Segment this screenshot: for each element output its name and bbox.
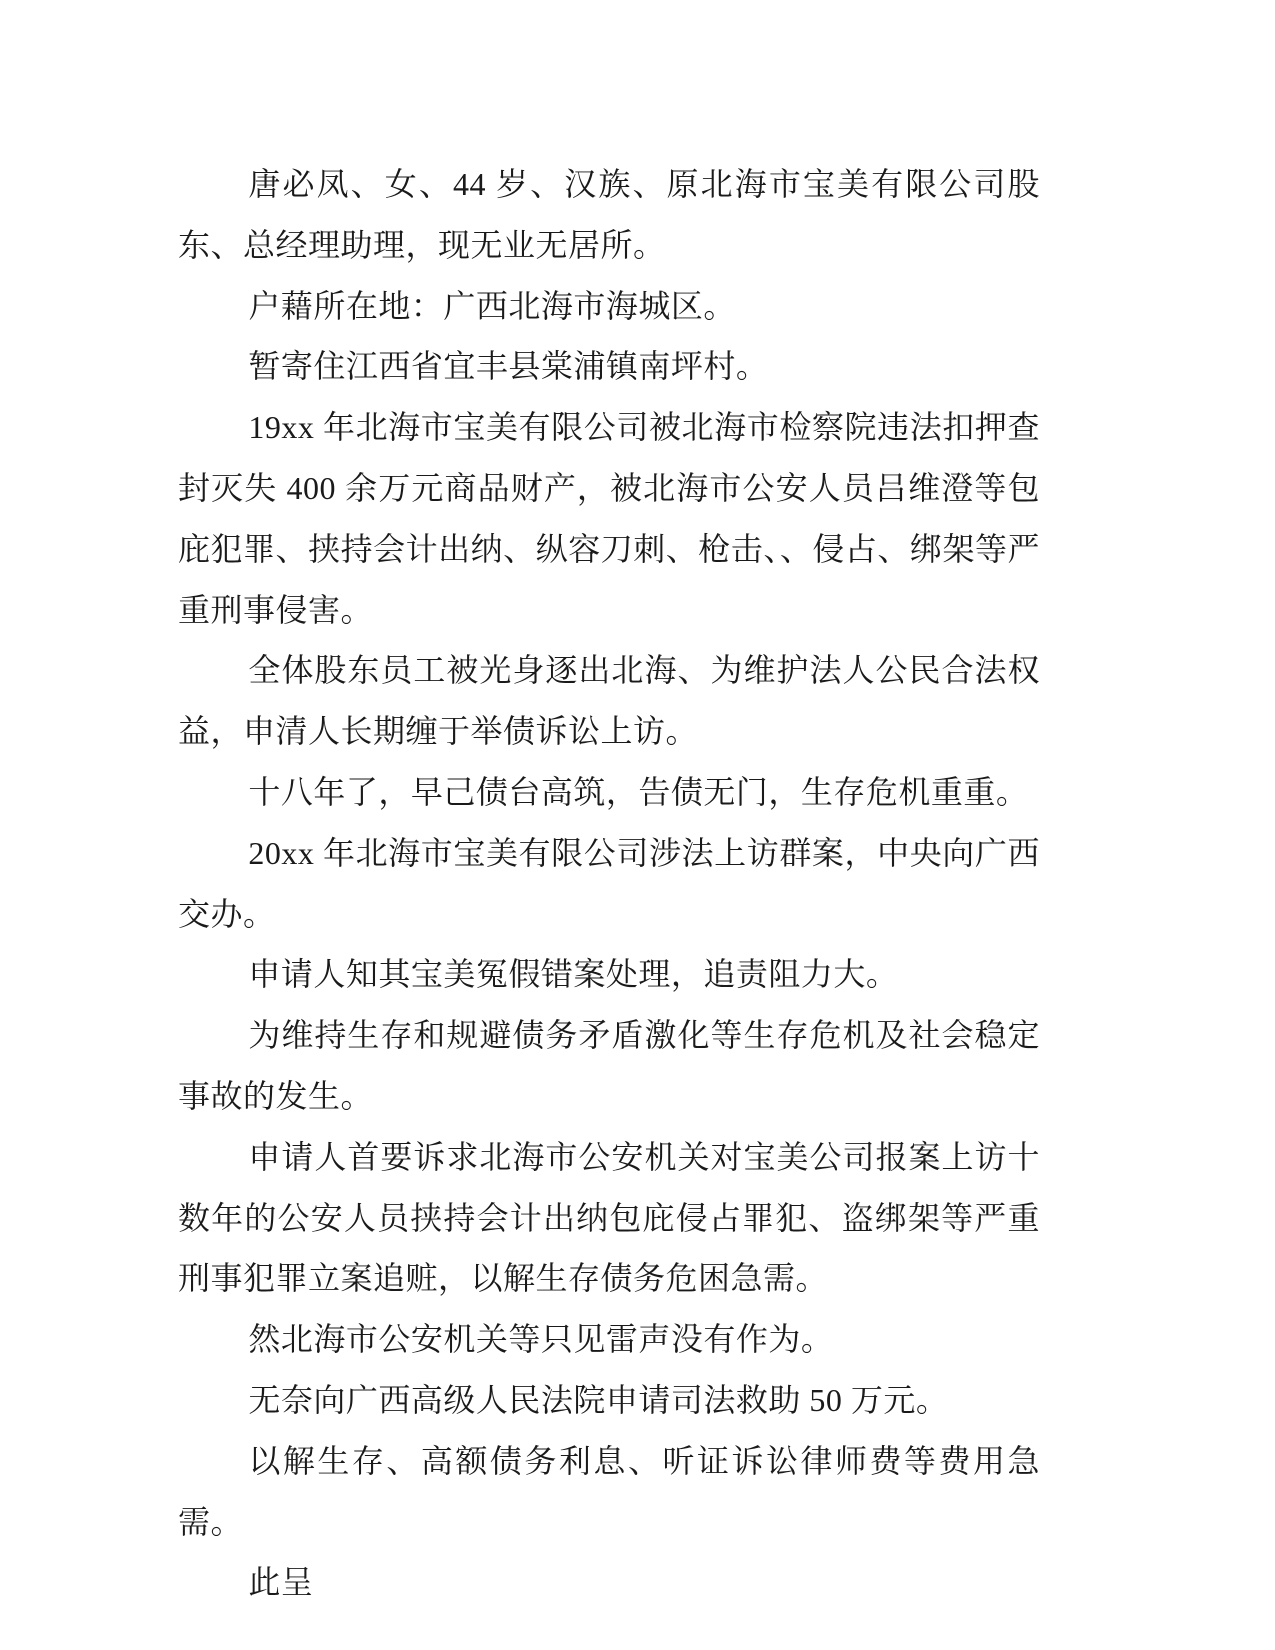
paragraph: 以解生存、高额债务利息、听证诉讼律师费等费用急需。 bbox=[178, 1442, 1040, 1540]
paragraph: 唐必凤、女、44 岁、汉族、原北海市宝美有限公司股东、总经理助理，现无业无居所。 bbox=[178, 166, 1040, 263]
paragraph: 申请人知其宝美冤假错案处理，追责阻力大。 bbox=[248, 956, 899, 993]
paragraph: 然北海市公安机关等只见雷声没有作为。 bbox=[248, 1321, 834, 1358]
paragraph: 十八年了，早己债台高筑，告债无门，生存危机重重。 bbox=[248, 773, 1029, 810]
paragraph: 暂寄住江西省宜丰县棠浦镇南坪村。 bbox=[248, 348, 769, 385]
paragraph: 全体股东员工被光身逐出北海、为维护法人公民合法权益，申清人长期缠于举债诉讼上访。 bbox=[178, 652, 1040, 750]
paragraph: 19xx 年北海市宝美有限公司被北海市检察院违法扣押查封灭失 400 余万元商品财产，被北海市公安人员吕维澄等包庇犯罪、挟持会计出纳、纵容刀刺、枪击、、侵占、绑架等严重刑事侵害。 bbox=[178, 409, 1040, 628]
paragraph: 无奈向广西高级人民法院申请司法救助 50 万元。 bbox=[248, 1381, 949, 1418]
paragraph: 申请人首要诉求北海市公安机关对宝美公司报案上访十数年的公安人员挟持会计出纳包庇侵占罪犯、盗绑架等严重刑事犯罪立案追赃，以解生存债务危困急需。 bbox=[178, 1138, 1040, 1297]
document-body bbox=[178, 154, 1040, 1613]
paragraph: 20xx 年北海市宝美有限公司涉法上访群案，中央向广西交办。 bbox=[178, 834, 1040, 932]
paragraph: 户藉所在地：广西北海市海城区。 bbox=[248, 287, 736, 324]
paragraph: 此呈 bbox=[248, 1564, 314, 1601]
paragraph: 为维持生存和规避债务矛盾激化等生存危机及社会稳定事故的发生。 bbox=[178, 1017, 1040, 1114]
